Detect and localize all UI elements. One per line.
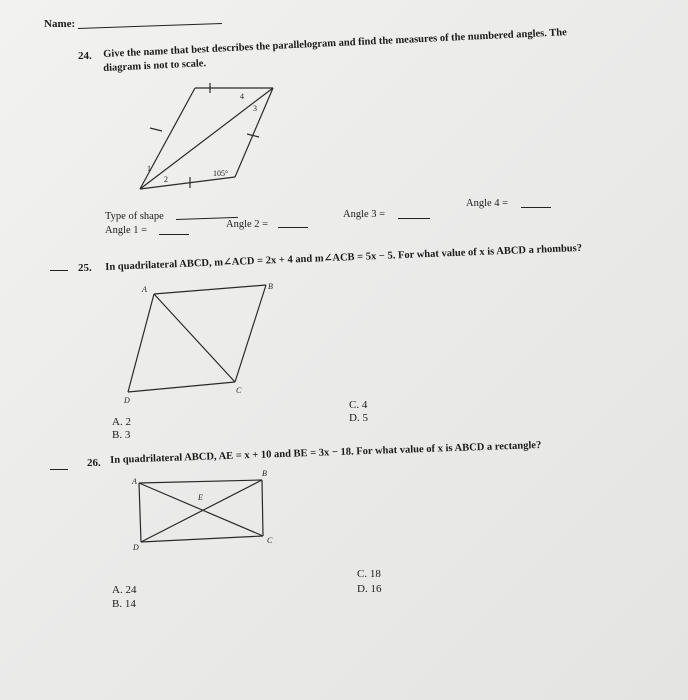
- name-label: Name:: [44, 18, 76, 30]
- angle4-label: Angle 4 =: [466, 198, 509, 209]
- q26-side-cd: [141, 536, 263, 542]
- q25-question: In quadrilateral ABCD, m∠ACD = 2x + 4 and m∠ACB = 5x − 5. For what value of x is ABCD a rhombus?: [105, 242, 583, 273]
- q25-choice-b[interactable]: B. 3: [112, 429, 131, 441]
- q25-choice-d[interactable]: D. 5: [349, 412, 368, 424]
- q24-question-line2: diagram is not to scale.: [103, 58, 207, 74]
- q24-question-line1: Give the name that best describes the parallelogram and find the measures of the numbered angles. The: [103, 27, 568, 60]
- angle2-label: Angle 2 =: [226, 219, 269, 230]
- type-of-shape-label: Type of shape: [105, 211, 164, 222]
- q25-vertex-c: C: [236, 386, 242, 395]
- q26-choice-a[interactable]: A. 24: [112, 584, 137, 596]
- q26-diagonal-ac: [139, 483, 263, 536]
- q25-vertex-d: D: [124, 396, 130, 405]
- q25-choice-c[interactable]: C. 4: [349, 399, 368, 411]
- angle-2-label: 2: [164, 175, 168, 184]
- q26-vertex-a: A: [132, 477, 137, 486]
- q26-vertex-d: D: [133, 543, 139, 552]
- q26-choice-b[interactable]: B. 14: [112, 598, 136, 610]
- q25-number: 25.: [78, 262, 92, 274]
- q26-side-ab: [139, 480, 262, 483]
- q26-choice-d[interactable]: D. 16: [357, 583, 382, 595]
- angle3-label: Angle 3 =: [343, 209, 386, 220]
- angle-3-label: 3: [253, 104, 257, 113]
- angle1-label: Angle 1 =: [105, 225, 148, 236]
- q26-number: 26.: [87, 457, 101, 469]
- q26-choice-c[interactable]: C. 18: [357, 568, 381, 580]
- q25-vertex-a: A: [142, 285, 147, 294]
- q25-vertex-b: B: [268, 282, 273, 291]
- given-angle-label: 105°: [213, 169, 229, 178]
- q26-vertex-e: E: [198, 493, 203, 502]
- q25-choice-a[interactable]: A. 2: [112, 416, 131, 428]
- q26-vertex-c: C: [267, 536, 273, 545]
- q26-question: In quadrilateral ABCD, AE = x + 10 and BE = 3x − 18. For what value of x is ABCD a rectangle?: [110, 439, 542, 466]
- q26-side-da: [139, 483, 141, 542]
- q26-diagonal-bd: [141, 480, 262, 542]
- q26-side-bc: [262, 480, 263, 536]
- angle-1-label: 1: [147, 164, 151, 173]
- q26-vertex-b: B: [262, 469, 267, 478]
- angle-4-label: 4: [240, 92, 244, 101]
- q24-number: 24.: [78, 50, 92, 62]
